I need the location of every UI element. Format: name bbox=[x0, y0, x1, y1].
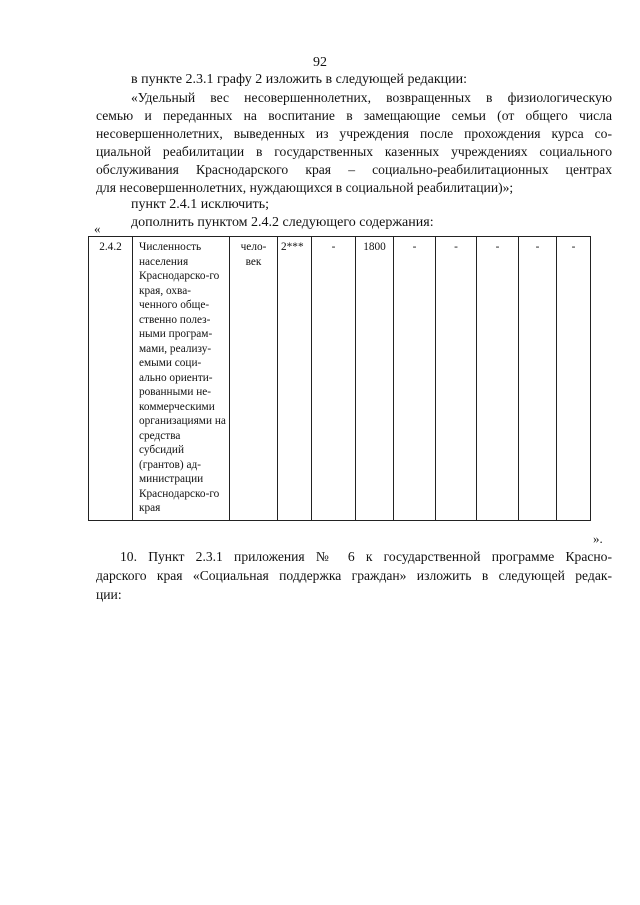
row-unit: чело-век bbox=[230, 237, 278, 521]
text-line: семью и переданных на воспитание в замещающие семьи (от общего числа bbox=[96, 108, 612, 123]
row-value-c7: - bbox=[394, 237, 436, 521]
paragraph-10 bbox=[96, 547, 612, 604]
opening-quote: « bbox=[94, 221, 101, 236]
instruction-line-add: дополнить пунктом 2.4.2 следующего содержания: bbox=[131, 215, 434, 230]
quote-paragraph-first-line bbox=[131, 89, 612, 107]
row-value-c6: 1800 bbox=[356, 237, 394, 521]
table-row bbox=[89, 237, 591, 521]
row-value-c10: - bbox=[519, 237, 557, 521]
text-line: 10. Пункт 2.3.1 приложения № 6 к государственной программе Красно- bbox=[120, 549, 612, 564]
text-line: ции: bbox=[96, 587, 122, 602]
instruction-line-graph-2: в пункте 2.3.1 графу 2 изложить в следующей редакции: bbox=[131, 72, 467, 87]
row-status: 2*** bbox=[278, 237, 312, 521]
indicator-table bbox=[88, 236, 591, 521]
text-line: для несовершеннолетних, нуждающихся в социальной реабилитации)»; bbox=[96, 180, 514, 195]
row-value-c5: - bbox=[312, 237, 356, 521]
page-number: 92 bbox=[313, 55, 327, 70]
text-line: «Удельный вес несовершеннолетних, возвращенных в физиологическую bbox=[131, 90, 612, 105]
text-line: дарского края «Социальная поддержка граждан» изложить в следующей редак- bbox=[96, 568, 612, 583]
row-description: Численность населения Краснодарско-го края, охва-ченного обще-ственно полез-ными програм-мами, реализу-емыми соци-ально ориенти-рованными не-коммерческими организациями на средства субсидий (грантов) ад-министрации Краснодарско-го края bbox=[133, 237, 230, 521]
instruction-line-delete: пункт 2.4.1 исключить; bbox=[131, 197, 270, 212]
row-value-c8: - bbox=[436, 237, 477, 521]
row-value-c11: - bbox=[557, 237, 591, 521]
quote-paragraph bbox=[96, 107, 612, 197]
row-value-c9: - bbox=[477, 237, 519, 521]
text-line: циальной реабилитации в государственных казенных учреждениях социального bbox=[96, 144, 612, 159]
closing-quote: ». bbox=[593, 531, 603, 546]
text-line: обслуживания Краснодарского края – социально-реабилитационных центрах bbox=[96, 162, 612, 177]
text-line: несовершеннолетних, выведенных из учреждения после прохождения курса со- bbox=[96, 126, 612, 141]
row-number: 2.4.2 bbox=[89, 237, 133, 521]
